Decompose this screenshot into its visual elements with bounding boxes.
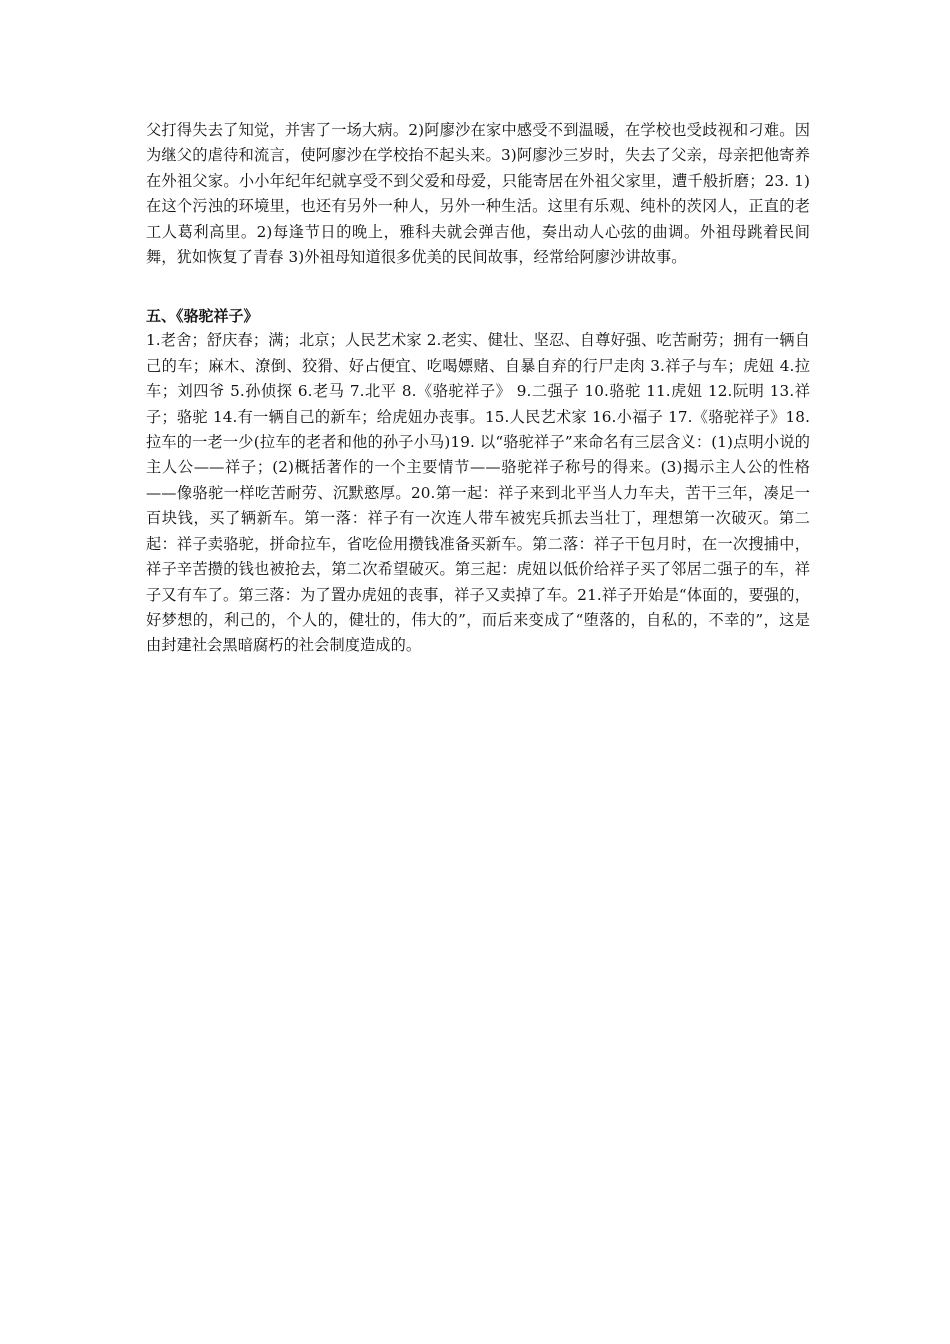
answer-paragraph-continued: 父打得失去了知觉，并害了一场大病。2)阿廖沙在家中感受不到温暖，在学校也受歧视和刁难。因为继父的虐待和流言，使阿廖沙在学校抬不起头来。3)阿廖沙三岁时，失去了父亲，母亲把他寄养在外祖父家。小小年纪年纪就享受不到父爱和母爱，只能寄居在外祖父家里，遭千般折磨；23. 1)在这个污浊的环境里，也还有另外一种人，另外一种生活。这里有乐观、纯朴的茨冈人，正直的老工人葛利高里。2)每逢节日的晚上，雅科夫就会弹吉他，奏出动人心弦的曲调。外祖母跳着民间舞，犹如恢复了青春 3)外祖母知道很多优美的民间故事，经常给阿廖沙讲故事。: [146, 121, 810, 267]
section-heading: 五、《骆驼祥子》: [146, 307, 259, 326]
answer-paragraph-camel-xiangzi: 1.老舍；舒庆春；满；北京；人民艺术家 2.老实、健壮、坚忍、自尊好强、吃苦耐劳；拥有一辆自己的车；麻木、潦倒、狡猾、好占便宜、吃喝嫖赌、自暴自弃的行尸走肉 3.祥子与车；虎妞 4.拉车；刘四爷 5.孙侦探 6.老马 7.北平 8.《骆驼祥子》 9.二强子 10.骆驼 11.虎妞 12.阮明 13.祥子；骆驼 14.有一辆自己的新车；给虎妞办丧事。15.人民艺术家 16.小福子 17.《骆驼祥子》18. 拉车的一老一少(拉车的老者和他的孙子小马)19. 以“骆驼祥子”来命名有三层含义：(1)点明小说的主人公——祥子；(2)概括著作的一个主要情节——骆驼祥子称号的得来。(3)揭示主人公的性格——像骆驼一样吃苦耐劳、沉默憨厚。20.第一起：祥子来到北平当人力车夫，苦干三年，凑足一百块钱，买了辆新车。第一落：祥子有一次连人带车被宪兵抓去当壮丁，理想第一次破灭。第二起：祥子卖骆驼，拼命拉车，省吃俭用攒钱准备买新车。第二落：祥子干包月时，在一次搜捕中，祥子辛苦攒的钱也被抢去，第二次希望破灭。第三起：虎妞以低价给祥子买了邻居二强子的车，祥子又有车了。第三落：为了置办虎妞的丧事，祥子又卖掉了车。21.祥子开始是“体面的，要强的，好梦想的，利己的，个人的，健壮的，伟大的”，而后来变成了“堕落的，自私的，不幸的”，这是由封建社会黑暗腐朽的社会制度造成的。: [146, 331, 810, 655]
document-body: [146, 118, 810, 659]
